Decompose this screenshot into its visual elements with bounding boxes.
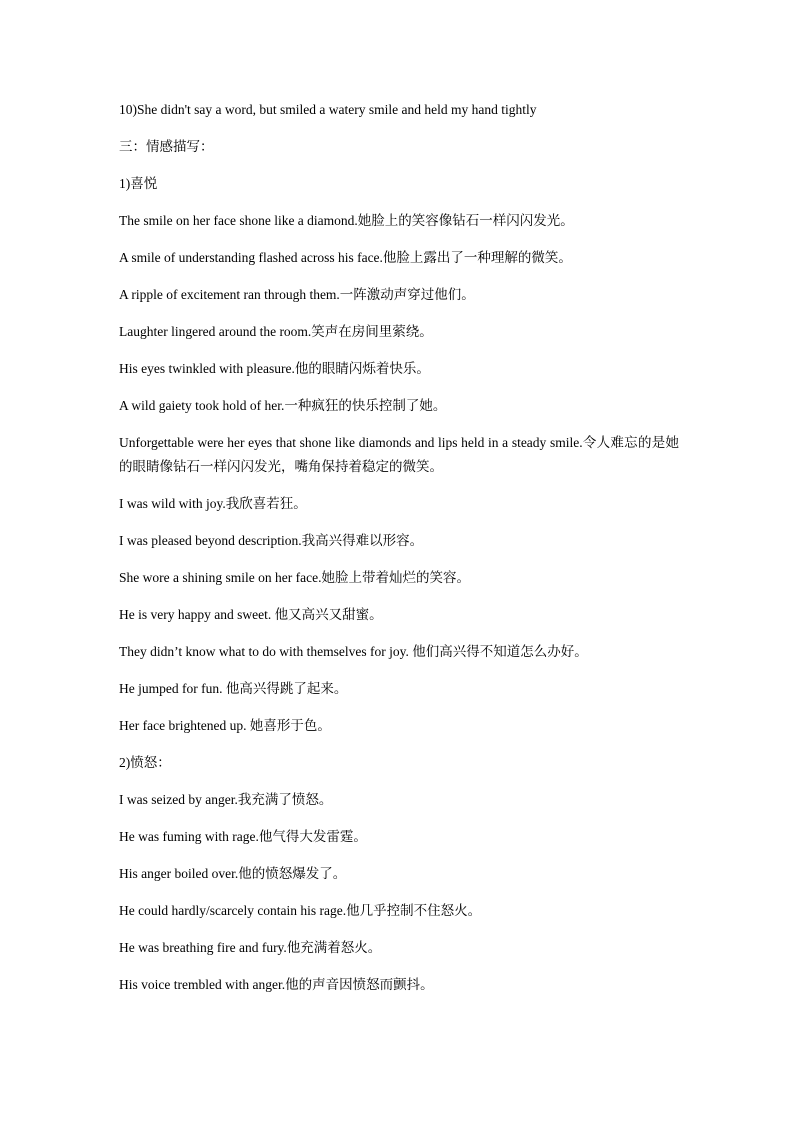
text-line: A ripple of excitement ran through them.一阵激动声穿过他们。 [119, 287, 475, 302]
subsection-heading: 1)喜悦 [119, 176, 158, 191]
text-line: She wore a shining smile on her face.她脸上带着灿烂的笑容。 [119, 570, 470, 585]
text-line: His anger boiled over.他的愤怒爆发了。 [119, 866, 347, 881]
text-line: I was wild with joy.我欣喜若狂。 [119, 496, 307, 511]
text-line: His voice trembled with anger.他的声音因愤怒而颤抖。 [119, 977, 434, 992]
text-line: A wild gaiety took hold of her.一种疯狂的快乐控制了她。 [119, 398, 447, 413]
text-line: He jumped for fun. 他高兴得跳了起来。 [119, 681, 348, 696]
text-line: A smile of understanding flashed across his face.他脸上露出了一种理解的微笑。 [119, 250, 572, 265]
text-line: They didn’t know what to do with themselves for joy. 他们高兴得不知道怎么办好。 [119, 644, 588, 659]
text-line: He is very happy and sweet. 他又高兴又甜蜜。 [119, 607, 383, 622]
text-line: 10)She didn't say a word, but smiled a watery smile and held my hand tightly [119, 102, 537, 117]
text-paragraph: Unforgettable were her eyes that shone like diamonds and lips held in a steady smile.令人难忘的是她的眼睛像钻石一样闪闪发光，嘴角保持着稳定的微笑。 [119, 435, 679, 474]
text-line: I was seized by anger.我充满了愤怒。 [119, 792, 333, 807]
text-line: He could hardly/scarcely contain his rage.他几乎控制不住怒火。 [119, 903, 482, 918]
subsection-heading: 2)愤怒： [119, 755, 171, 770]
text-line: Laughter lingered around the room.笑声在房间里萦绕。 [119, 324, 433, 339]
text-line: He was fuming with rage.他气得大发雷霆。 [119, 829, 367, 844]
text-line: I was pleased beyond description.我高兴得难以形容。 [119, 533, 424, 548]
section-heading: 三：情感描写： [119, 139, 214, 154]
text-line: The smile on her face shone like a diamond.她脸上的笑容像钻石一样闪闪发光。 [119, 213, 574, 228]
text-line: His eyes twinkled with pleasure.他的眼睛闪烁着快乐。 [119, 361, 430, 376]
text-line: Her face brightened up. 她喜形于色。 [119, 718, 331, 733]
text-line: He was breathing fire and fury.他充满着怒火。 [119, 940, 382, 955]
